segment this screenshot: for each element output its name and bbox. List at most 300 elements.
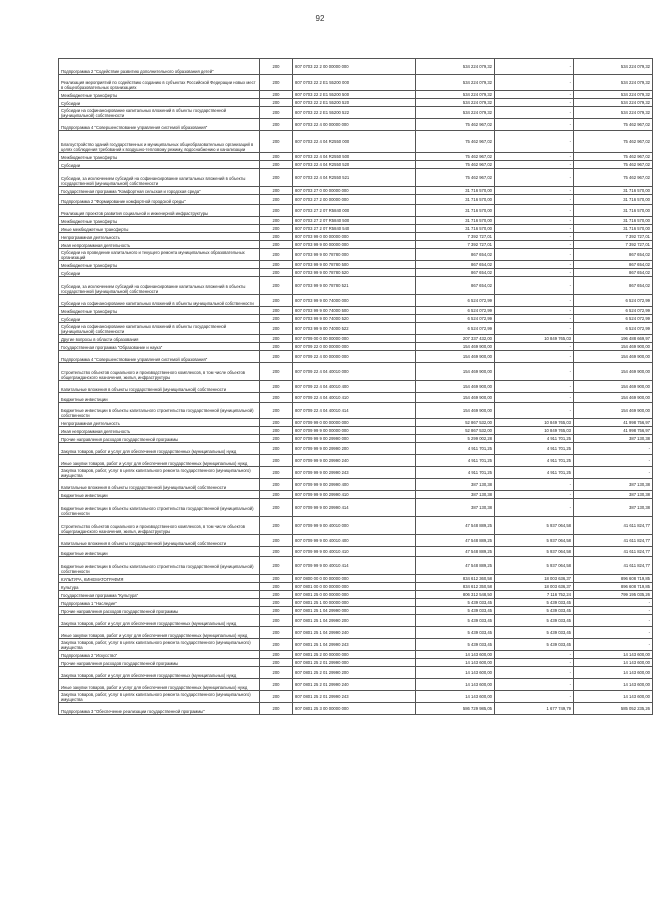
row-remainder-cell: 41 611 824,77 bbox=[574, 547, 653, 557]
row-executed-cell: - bbox=[495, 479, 574, 491]
row-remainder-cell: 31 716 570,00 bbox=[574, 187, 653, 195]
row-budget-code-cell: 807 0709 99 9 00 40010 000 bbox=[293, 517, 416, 535]
row-amount-cell: 534 224 079,32 bbox=[416, 59, 495, 75]
row-remainder-cell: 154 469 900,00 bbox=[574, 343, 653, 351]
row-budget-code-cell: 807 0801 25 1 04 29990 240 bbox=[293, 627, 416, 639]
row-code-cell: 200 bbox=[260, 381, 293, 393]
row-executed-cell: - bbox=[495, 161, 574, 169]
row-code-cell: 200 bbox=[260, 479, 293, 491]
row-remainder-cell: 896 608 719,85 bbox=[574, 575, 653, 583]
row-executed-cell: - bbox=[495, 249, 574, 261]
row-code-cell: 200 bbox=[260, 107, 293, 119]
row-name-cell: Государственная программа "Комфортная сельская и городская среда" bbox=[59, 187, 260, 195]
table-row bbox=[59, 363, 653, 381]
row-budget-code-cell: 807 0801 25 3 00 00000 000 bbox=[293, 703, 416, 715]
row-budget-code-cell: 807 0801 25 1 04 29990 000 bbox=[293, 607, 416, 615]
row-budget-code-cell: 807 0709 22 4 04 40010 000 bbox=[293, 363, 416, 381]
row-budget-code-cell: 807 0709 22 0 00 00000 000 bbox=[293, 343, 416, 351]
row-amount-cell: 14 143 600,00 bbox=[416, 679, 495, 691]
row-remainder-cell: 196 488 669,97 bbox=[574, 335, 653, 343]
row-budget-code-cell: 807 0703 27 2 07 R5840 000 bbox=[293, 205, 416, 217]
row-executed-cell: 18 003 636,37 bbox=[495, 575, 574, 583]
row-remainder-cell: 14 143 600,00 bbox=[574, 667, 653, 679]
row-remainder-cell: 387 130,38 bbox=[574, 491, 653, 499]
row-remainder-cell: 31 716 570,00 bbox=[574, 217, 653, 225]
table-row bbox=[59, 615, 653, 627]
row-budget-code-cell: 807 0703 99 9 00 00000 000 bbox=[293, 241, 416, 249]
row-remainder-cell: 534 224 079,32 bbox=[574, 75, 653, 91]
row-budget-code-cell: 807 0709 22 4 04 40010 414 bbox=[293, 403, 416, 419]
row-amount-cell: 31 716 570,00 bbox=[416, 187, 495, 195]
row-executed-cell: 5 439 033,45 bbox=[495, 615, 574, 627]
row-name-cell: Субсидии на софинансирование капитальных вложений в объекты государственной (муниципальной) собственности bbox=[59, 107, 260, 119]
row-code-cell: 200 bbox=[260, 295, 293, 307]
row-remainder-cell: - bbox=[574, 455, 653, 467]
row-code-cell: 200 bbox=[260, 419, 293, 427]
row-executed-cell: - bbox=[495, 195, 574, 205]
row-budget-code-cell: 807 0709 99 9 00 40010 400 bbox=[293, 535, 416, 547]
row-name-cell: Субсидии на проведение капитального и текущего ремонта муниципальных образовательных организаций bbox=[59, 249, 260, 261]
row-amount-cell: 154 469 900,00 bbox=[416, 403, 495, 419]
row-remainder-cell: 75 462 967,02 bbox=[574, 161, 653, 169]
row-budget-code-cell: 807 0709 99 9 00 40010 414 bbox=[293, 557, 416, 575]
row-budget-code-cell: 807 0703 22 4 04 R2550 000 bbox=[293, 131, 416, 153]
row-remainder-cell: 585 052 235,26 bbox=[574, 703, 653, 715]
row-code-cell: 200 bbox=[260, 535, 293, 547]
row-remainder-cell: 75 462 967,02 bbox=[574, 119, 653, 131]
row-amount-cell: 5 439 033,45 bbox=[416, 599, 495, 607]
row-remainder-cell: 31 716 570,00 bbox=[574, 205, 653, 217]
row-remainder-cell: 6 524 072,99 bbox=[574, 307, 653, 315]
row-budget-code-cell: 807 0709 22 4 04 40010 400 bbox=[293, 381, 416, 393]
row-name-cell: Непрограммная деятельность bbox=[59, 233, 260, 241]
table-row bbox=[59, 351, 653, 363]
row-budget-code-cell: 807 0709 00 0 00 00000 000 bbox=[293, 335, 416, 343]
row-executed-cell: 5 439 033,45 bbox=[495, 639, 574, 651]
row-amount-cell: 75 462 967,02 bbox=[416, 153, 495, 161]
row-budget-code-cell: 807 0703 27 2 07 R5840 540 bbox=[293, 225, 416, 233]
row-name-cell: Строительство объектов социального и производственного комплексов, в том числе объектов общегражданского назначения, жилья, инфраструктуры bbox=[59, 363, 260, 381]
row-executed-cell: - bbox=[495, 393, 574, 403]
row-budget-code-cell: 807 0801 25 2 01 29990 000 bbox=[293, 659, 416, 667]
row-code-cell: 200 bbox=[260, 75, 293, 91]
row-name-cell: Иные закупки товаров, работ и услуг для обеспечения государственных (муниципальных) нужд bbox=[59, 627, 260, 639]
row-budget-code-cell: 807 0703 27 2 07 R5840 500 bbox=[293, 217, 416, 225]
table-row bbox=[59, 443, 653, 455]
row-remainder-cell: - bbox=[574, 443, 653, 455]
table-row bbox=[59, 91, 653, 99]
table-row bbox=[59, 153, 653, 161]
row-amount-cell: 52 867 532,00 bbox=[416, 427, 495, 435]
row-executed-cell: - bbox=[495, 225, 574, 233]
row-remainder-cell: 387 130,38 bbox=[574, 435, 653, 443]
row-name-cell: Закупка товаров, работ, услуг в целях капитального ремонта государственного (муниципального) имущества bbox=[59, 691, 260, 703]
row-budget-code-cell: 807 0709 99 0 00 00000 000 bbox=[293, 419, 416, 427]
row-code-cell: 200 bbox=[260, 599, 293, 607]
row-code-cell: 200 bbox=[260, 679, 293, 691]
row-executed-cell: - bbox=[495, 233, 574, 241]
row-name-cell: Бюджетные инвестиции bbox=[59, 393, 260, 403]
row-budget-code-cell: 807 0801 00 0 00 00000 000 bbox=[293, 583, 416, 591]
table-row bbox=[59, 499, 653, 517]
row-executed-cell: - bbox=[495, 277, 574, 295]
row-name-cell: Государственная программа "Образование и наука" bbox=[59, 343, 260, 351]
row-executed-cell: 5 439 033,45 bbox=[495, 599, 574, 607]
row-amount-cell: 4 911 701,25 bbox=[416, 443, 495, 455]
row-code-cell: 200 bbox=[260, 307, 293, 315]
row-executed-cell: - bbox=[495, 217, 574, 225]
row-budget-code-cell: 807 0801 25 1 00 00000 000 bbox=[293, 599, 416, 607]
table-row bbox=[59, 455, 653, 467]
row-name-cell: Иные закупки товаров, работ и услуг для обеспечения государственных (муниципальных) нужд bbox=[59, 455, 260, 467]
row-executed-cell: 4 911 701,25 bbox=[495, 435, 574, 443]
row-code-cell: 200 bbox=[260, 651, 293, 659]
row-budget-code-cell: 807 0703 99 9 00 78780 000 bbox=[293, 249, 416, 261]
row-code-cell: 200 bbox=[260, 187, 293, 195]
row-code-cell: 200 bbox=[260, 427, 293, 435]
table-row bbox=[59, 607, 653, 615]
table-row bbox=[59, 225, 653, 233]
row-remainder-cell: 534 224 079,32 bbox=[574, 59, 653, 75]
row-name-cell: Культура bbox=[59, 583, 260, 591]
row-executed-cell: - bbox=[495, 307, 574, 315]
row-name-cell: Капитальные вложения в объекты государственной (муниципальной) собственности bbox=[59, 535, 260, 547]
row-code-cell: 200 bbox=[260, 627, 293, 639]
row-amount-cell: 806 312 548,50 bbox=[416, 591, 495, 599]
table-row bbox=[59, 667, 653, 679]
row-remainder-cell: - bbox=[574, 599, 653, 607]
row-remainder-cell: 867 654,02 bbox=[574, 269, 653, 277]
row-executed-cell: - bbox=[495, 261, 574, 269]
row-budget-code-cell: 807 0709 99 9 00 40010 410 bbox=[293, 547, 416, 557]
row-name-cell: Бюджетные инвестиции bbox=[59, 491, 260, 499]
row-remainder-cell: - bbox=[574, 607, 653, 615]
row-name-cell: Подпрограмма 2 "Искусство" bbox=[59, 651, 260, 659]
row-budget-code-cell: 807 0703 99 9 00 74000 500 bbox=[293, 307, 416, 315]
row-amount-cell: 534 224 079,32 bbox=[416, 107, 495, 119]
row-budget-code-cell: 807 0801 25 1 04 29990 200 bbox=[293, 615, 416, 627]
row-amount-cell: 6 524 072,99 bbox=[416, 323, 495, 335]
row-executed-cell: - bbox=[495, 403, 574, 419]
table-row bbox=[59, 205, 653, 217]
row-name-cell: Субсидии bbox=[59, 161, 260, 169]
row-remainder-cell: 534 224 079,32 bbox=[574, 107, 653, 119]
row-name-cell: Субсидии bbox=[59, 99, 260, 107]
row-name-cell: Межбюджетные трансферты bbox=[59, 217, 260, 225]
row-name-cell: Подпрограмма 4 "Совершенствование управления системой образования" bbox=[59, 351, 260, 363]
table-row bbox=[59, 131, 653, 153]
row-remainder-cell: 14 143 600,00 bbox=[574, 691, 653, 703]
table-row bbox=[59, 535, 653, 547]
table-row bbox=[59, 343, 653, 351]
row-executed-cell: - bbox=[495, 205, 574, 217]
row-name-cell: Прочие направления расходов государственной программы bbox=[59, 607, 260, 615]
row-name-cell: Подпрограмма 1 "Наследие" bbox=[59, 599, 260, 607]
table-row bbox=[59, 679, 653, 691]
row-name-cell: Закупка товаров, работ, услуг в целях капитального ремонта государственного (муниципального) имущества bbox=[59, 639, 260, 651]
row-amount-cell: 207 337 432,00 bbox=[416, 335, 495, 343]
row-remainder-cell: 387 130,38 bbox=[574, 479, 653, 491]
row-code-cell: 200 bbox=[260, 403, 293, 419]
row-code-cell: 200 bbox=[260, 517, 293, 535]
row-executed-cell: - bbox=[495, 351, 574, 363]
row-remainder-cell: 154 469 900,00 bbox=[574, 351, 653, 363]
row-code-cell: 200 bbox=[260, 467, 293, 479]
row-budget-code-cell: 807 0709 99 9 00 29990 240 bbox=[293, 455, 416, 467]
table-row bbox=[59, 467, 653, 479]
row-remainder-cell: - bbox=[574, 639, 653, 651]
row-amount-cell: 14 143 600,00 bbox=[416, 667, 495, 679]
row-budget-code-cell: 807 0703 22 2 00 00000 000 bbox=[293, 59, 416, 75]
row-executed-cell: - bbox=[495, 679, 574, 691]
row-code-cell: 200 bbox=[260, 639, 293, 651]
row-code-cell: 200 bbox=[260, 547, 293, 557]
table-row bbox=[59, 335, 653, 343]
row-budget-code-cell: 807 0703 99 9 00 74000 000 bbox=[293, 295, 416, 307]
row-code-cell: 200 bbox=[260, 691, 293, 703]
table-body bbox=[59, 59, 653, 715]
row-code-cell: 200 bbox=[260, 575, 293, 583]
row-name-cell: Непрограммная деятельность bbox=[59, 419, 260, 427]
row-amount-cell: 14 143 600,00 bbox=[416, 651, 495, 659]
row-amount-cell: 586 729 985,05 bbox=[416, 703, 495, 715]
row-name-cell: Субсидии, за исключением субсидий на софинансирование капитальных вложений в объекты государственной (муниципальной) собственности bbox=[59, 169, 260, 187]
row-remainder-cell: 534 224 079,32 bbox=[574, 99, 653, 107]
row-executed-cell: 10 849 765,03 bbox=[495, 419, 574, 427]
row-remainder-cell: 14 143 600,00 bbox=[574, 659, 653, 667]
budget-table bbox=[58, 58, 653, 715]
row-executed-cell: - bbox=[495, 153, 574, 161]
row-remainder-cell: 41 998 756,97 bbox=[574, 419, 653, 427]
row-remainder-cell: - bbox=[574, 467, 653, 479]
row-budget-code-cell: 807 0703 99 9 00 78780 521 bbox=[293, 277, 416, 295]
row-executed-cell: - bbox=[495, 667, 574, 679]
row-budget-code-cell: 807 0703 99 9 00 74000 520 bbox=[293, 315, 416, 323]
row-amount-cell: 867 654,02 bbox=[416, 269, 495, 277]
row-executed-cell: - bbox=[495, 119, 574, 131]
row-amount-cell: 387 130,38 bbox=[416, 479, 495, 491]
table-row bbox=[59, 627, 653, 639]
row-name-cell: Закупка товаров, работ, услуг в целях капитального ремонта государственного (муниципального) имущества bbox=[59, 467, 260, 479]
row-amount-cell: 154 469 900,00 bbox=[416, 343, 495, 351]
row-budget-code-cell: 807 0703 99 9 00 74000 522 bbox=[293, 323, 416, 335]
row-executed-cell: - bbox=[495, 499, 574, 517]
row-remainder-cell: - bbox=[574, 627, 653, 639]
row-remainder-cell: 154 469 900,00 bbox=[574, 363, 653, 381]
row-budget-code-cell: 807 0709 99 9 00 29990 000 bbox=[293, 435, 416, 443]
table-row bbox=[59, 393, 653, 403]
row-executed-cell: - bbox=[495, 59, 574, 75]
table-row bbox=[59, 261, 653, 269]
row-executed-cell: - bbox=[495, 363, 574, 381]
table-row bbox=[59, 323, 653, 335]
table-row bbox=[59, 59, 653, 75]
row-budget-code-cell: 807 0709 99 9 00 29990 400 bbox=[293, 479, 416, 491]
table-row bbox=[59, 557, 653, 575]
row-code-cell: 200 bbox=[260, 269, 293, 277]
table-row bbox=[59, 315, 653, 323]
row-amount-cell: 867 654,02 bbox=[416, 249, 495, 261]
row-code-cell: 200 bbox=[260, 241, 293, 249]
row-budget-code-cell: 807 0703 22 4 04 R2550 500 bbox=[293, 153, 416, 161]
table-row bbox=[59, 691, 653, 703]
row-name-cell: Субсидии bbox=[59, 269, 260, 277]
row-code-cell: 200 bbox=[260, 195, 293, 205]
row-name-cell: Реализация мероприятий по содействию созданию в субъектах Российской Федерации новых мест в общеобразовательных организациях bbox=[59, 75, 260, 91]
row-budget-code-cell: 807 0703 99 0 00 00000 000 bbox=[293, 233, 416, 241]
row-code-cell: 200 bbox=[260, 161, 293, 169]
row-remainder-cell: 867 654,02 bbox=[574, 249, 653, 261]
row-amount-cell: 6 524 072,99 bbox=[416, 315, 495, 323]
row-name-cell: Иные межбюджетные трансферты bbox=[59, 225, 260, 233]
row-name-cell: Субсидии, за исключением субсидий на софинансирование капитальных вложений в объекты государственной (муниципальной) собственности bbox=[59, 277, 260, 295]
row-name-cell: Прочие направления расходов государственной программы bbox=[59, 659, 260, 667]
row-name-cell: Подпрограмма 2 "Содействие развитию дополнительного образования детей" bbox=[59, 59, 260, 75]
row-amount-cell: 834 612 360,58 bbox=[416, 575, 495, 583]
row-remainder-cell: 75 462 967,02 bbox=[574, 153, 653, 161]
row-amount-cell: 867 654,02 bbox=[416, 261, 495, 269]
row-remainder-cell: 867 654,02 bbox=[574, 277, 653, 295]
row-executed-cell: 4 911 701,25 bbox=[495, 443, 574, 455]
row-remainder-cell: 7 392 727,01 bbox=[574, 241, 653, 249]
row-name-cell: Бюджетные инвестиции в объекты капитального строительства государственной (муниципальной) собственности bbox=[59, 499, 260, 517]
table-row bbox=[59, 119, 653, 131]
row-name-cell: Реализация проектов развития социальной и инженерной инфраструктуры bbox=[59, 205, 260, 217]
row-amount-cell: 75 462 967,02 bbox=[416, 169, 495, 187]
row-name-cell: Другие вопросы в области образования bbox=[59, 335, 260, 343]
row-code-cell: 200 bbox=[260, 343, 293, 351]
row-executed-cell: - bbox=[495, 187, 574, 195]
row-budget-code-cell: 807 0703 22 2 Е1 55200 520 bbox=[293, 99, 416, 107]
row-executed-cell: 5 439 033,45 bbox=[495, 627, 574, 639]
row-amount-cell: 4 911 701,25 bbox=[416, 467, 495, 479]
row-name-cell: Подпрограмма 4 "Совершенствование управления системой образования" bbox=[59, 119, 260, 131]
row-remainder-cell: 41 611 824,77 bbox=[574, 517, 653, 535]
table-row bbox=[59, 277, 653, 295]
row-remainder-cell: 31 716 570,00 bbox=[574, 225, 653, 233]
row-code-cell: 200 bbox=[260, 435, 293, 443]
row-amount-cell: 5 299 002,28 bbox=[416, 435, 495, 443]
row-amount-cell: 47 548 889,25 bbox=[416, 547, 495, 557]
row-amount-cell: 154 469 900,00 bbox=[416, 351, 495, 363]
row-remainder-cell: 387 130,38 bbox=[574, 499, 653, 517]
row-remainder-cell: 154 469 900,00 bbox=[574, 403, 653, 419]
row-budget-code-cell: 807 0801 25 0 00 00000 000 bbox=[293, 591, 416, 599]
row-budget-code-cell: 807 0703 99 9 00 78780 500 bbox=[293, 261, 416, 269]
row-remainder-cell: 896 608 719,85 bbox=[574, 583, 653, 591]
row-code-cell: 200 bbox=[260, 59, 293, 75]
row-budget-code-cell: 807 0801 25 2 01 29990 243 bbox=[293, 691, 416, 703]
row-name-cell: Бюджетные инвестиции в объекты капитального строительства государственной (муниципальной) собственности bbox=[59, 557, 260, 575]
row-executed-cell: 1 677 749,79 bbox=[495, 703, 574, 715]
row-remainder-cell: 867 654,02 bbox=[574, 261, 653, 269]
row-amount-cell: 47 548 889,25 bbox=[416, 535, 495, 547]
table-row bbox=[59, 107, 653, 119]
row-amount-cell: 75 462 967,02 bbox=[416, 161, 495, 169]
row-remainder-cell: 799 195 035,26 bbox=[574, 591, 653, 599]
row-budget-code-cell: 807 0703 22 4 00 00000 000 bbox=[293, 119, 416, 131]
row-budget-code-cell: 807 0703 22 2 Е1 55200 522 bbox=[293, 107, 416, 119]
row-amount-cell: 5 439 033,45 bbox=[416, 615, 495, 627]
row-amount-cell: 47 548 889,25 bbox=[416, 557, 495, 575]
table-row bbox=[59, 599, 653, 607]
row-amount-cell: 534 224 079,32 bbox=[416, 91, 495, 99]
table-row bbox=[59, 99, 653, 107]
row-amount-cell: 52 867 532,00 bbox=[416, 419, 495, 427]
table-row bbox=[59, 381, 653, 393]
table-row bbox=[59, 249, 653, 261]
row-executed-cell: - bbox=[495, 241, 574, 249]
row-executed-cell: - bbox=[495, 659, 574, 667]
table-row bbox=[59, 547, 653, 557]
row-amount-cell: 5 439 033,45 bbox=[416, 607, 495, 615]
row-executed-cell: - bbox=[495, 99, 574, 107]
table-row bbox=[59, 479, 653, 491]
row-amount-cell: 31 716 570,00 bbox=[416, 195, 495, 205]
row-budget-code-cell: 807 0801 25 1 04 29990 243 bbox=[293, 639, 416, 651]
row-executed-cell: - bbox=[495, 107, 574, 119]
row-remainder-cell: 31 716 570,00 bbox=[574, 195, 653, 205]
row-executed-cell: 4 911 701,25 bbox=[495, 467, 574, 479]
row-executed-cell: 5 439 033,45 bbox=[495, 607, 574, 615]
row-code-cell: 200 bbox=[260, 205, 293, 217]
row-code-cell: 200 bbox=[260, 119, 293, 131]
table-row bbox=[59, 195, 653, 205]
row-code-cell: 200 bbox=[260, 455, 293, 467]
row-executed-cell: - bbox=[495, 323, 574, 335]
row-budget-code-cell: 807 0709 99 9 00 29990 243 bbox=[293, 467, 416, 479]
row-remainder-cell: 75 462 967,02 bbox=[574, 131, 653, 153]
row-amount-cell: 14 143 600,00 bbox=[416, 659, 495, 667]
row-code-cell: 200 bbox=[260, 703, 293, 715]
row-executed-cell: - bbox=[495, 75, 574, 91]
row-executed-cell: 4 911 701,25 bbox=[495, 455, 574, 467]
row-amount-cell: 534 224 079,32 bbox=[416, 99, 495, 107]
row-executed-cell: 7 116 752,24 bbox=[495, 591, 574, 599]
row-amount-cell: 154 469 900,00 bbox=[416, 393, 495, 403]
table-row bbox=[59, 403, 653, 419]
table-row bbox=[59, 217, 653, 225]
row-remainder-cell: 6 524 072,99 bbox=[574, 323, 653, 335]
row-code-cell: 200 bbox=[260, 363, 293, 381]
row-name-cell: Межбюджетные трансферты bbox=[59, 307, 260, 315]
row-budget-code-cell: 807 0703 27 2 00 00000 000 bbox=[293, 195, 416, 205]
row-amount-cell: 6 524 072,99 bbox=[416, 307, 495, 315]
row-executed-cell: - bbox=[495, 269, 574, 277]
row-executed-cell: 10 849 765,03 bbox=[495, 427, 574, 435]
row-remainder-cell: - bbox=[574, 615, 653, 627]
row-amount-cell: 834 612 350,58 bbox=[416, 583, 495, 591]
row-budget-code-cell: 807 0801 25 2 01 29990 200 bbox=[293, 667, 416, 679]
row-name-cell: Иные закупки товаров, работ и услуг для обеспечения государственных (муниципальных) нужд bbox=[59, 679, 260, 691]
row-code-cell: 200 bbox=[260, 217, 293, 225]
row-executed-cell: 5 937 064,58 bbox=[495, 547, 574, 557]
row-budget-code-cell: 807 0703 27 0 00 00000 000 bbox=[293, 187, 416, 195]
row-executed-cell: - bbox=[495, 691, 574, 703]
row-code-cell: 200 bbox=[260, 659, 293, 667]
row-executed-cell: 18 003 636,37 bbox=[495, 583, 574, 591]
row-name-cell: Закупка товаров, работ и услуг для обеспечения государственных (муниципальных) нужд bbox=[59, 615, 260, 627]
row-remainder-cell: 41 611 824,77 bbox=[574, 557, 653, 575]
row-amount-cell: 534 224 079,32 bbox=[416, 75, 495, 91]
table-row bbox=[59, 583, 653, 591]
row-executed-cell: 10 849 765,03 bbox=[495, 335, 574, 343]
row-code-cell: 200 bbox=[260, 233, 293, 241]
row-code-cell: 200 bbox=[260, 615, 293, 627]
table-row bbox=[59, 169, 653, 187]
row-budget-code-cell: 807 0801 25 2 01 29990 240 bbox=[293, 679, 416, 691]
row-code-cell: 200 bbox=[260, 169, 293, 187]
